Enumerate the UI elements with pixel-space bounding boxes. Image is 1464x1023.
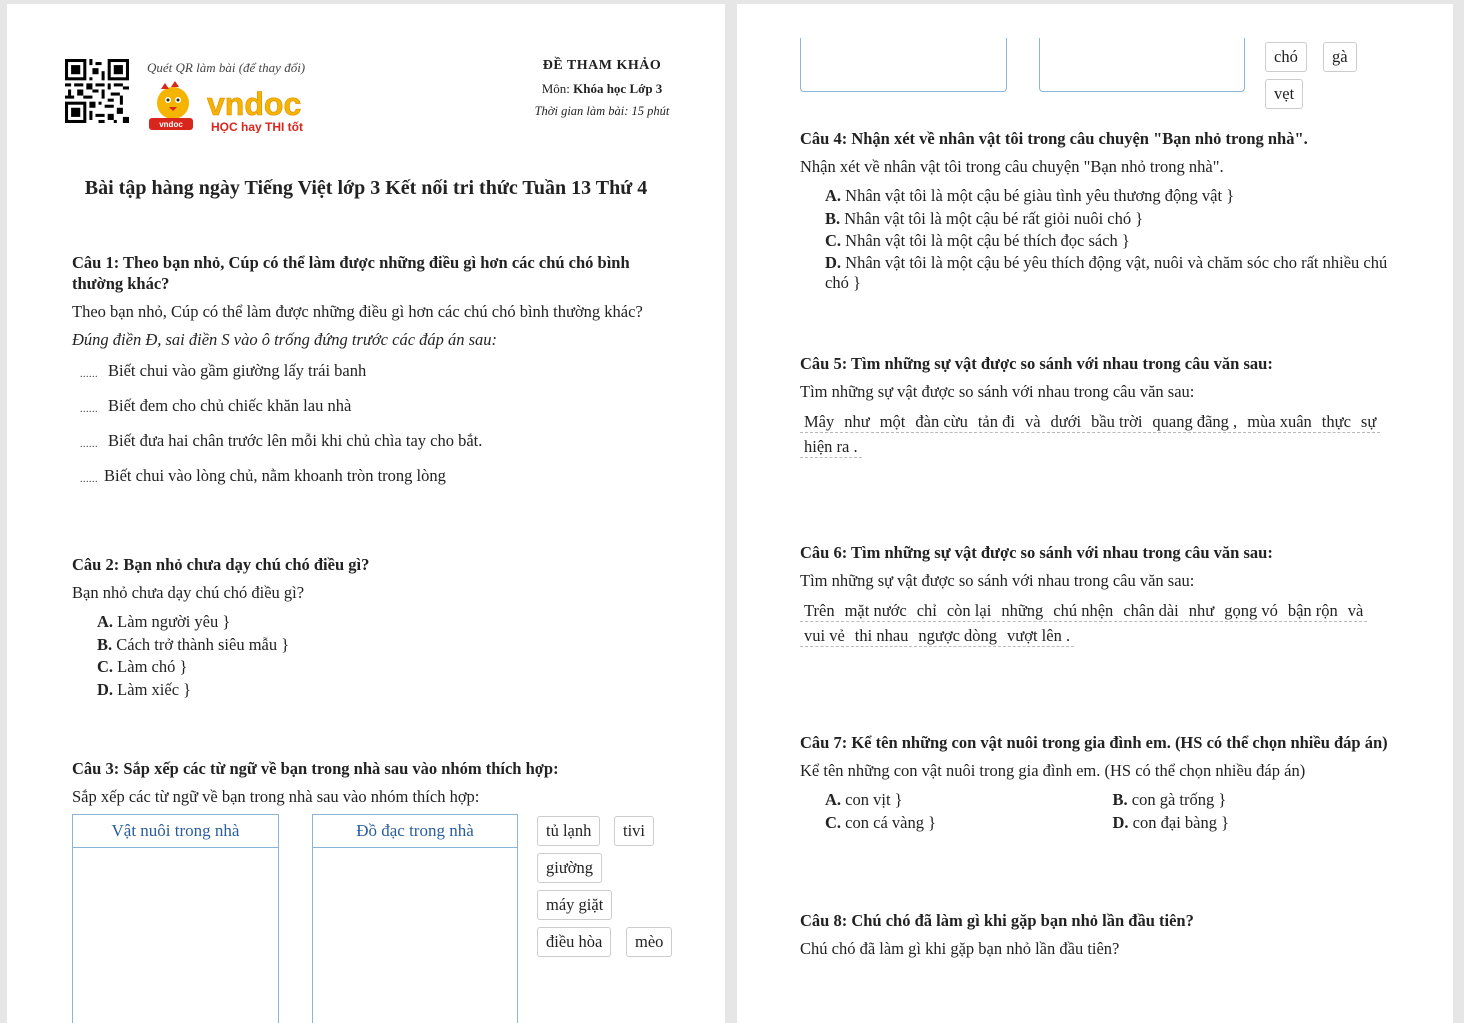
word-token[interactable]: thi nhau <box>851 625 913 647</box>
word-chip[interactable]: giường <box>537 853 602 883</box>
word-token[interactable]: chú nhện <box>1049 600 1117 622</box>
option-c[interactable]: C. Làm chó } <box>97 657 188 676</box>
answer-item <box>72 360 672 385</box>
header-info <box>487 58 717 119</box>
word-token[interactable]: Trên <box>800 600 839 622</box>
options-grid <box>800 789 1400 834</box>
word-token[interactable]: bầu trời <box>1087 411 1146 433</box>
question-title: Câu 4: Nhận xét về nhân vật tôi trong câu chuyện "Bạn nhỏ trong nhà". <box>800 129 1308 148</box>
word-token[interactable]: như <box>840 411 873 433</box>
sentence-words <box>800 411 1404 458</box>
answer-text: Biết đưa hai chân trước lên mỗi khi chủ chìa tay cho bắt. <box>108 431 483 450</box>
word-token[interactable]: như <box>1185 600 1218 622</box>
question-title: Câu 3: Sắp xếp các từ ngữ về bạn trong nhà sau vào nhóm thích hợp: <box>72 759 559 778</box>
time-limit: Thời gian làm bài: 15 phút <box>534 104 670 118</box>
group-title: Đồ đạc trong nhà <box>313 815 517 848</box>
options-list <box>72 611 672 701</box>
options-list <box>800 185 1400 293</box>
word-token[interactable]: những <box>997 600 1047 622</box>
option-c[interactable]: C. Nhân vật tôi là một cậu bé thích đọc sách } <box>825 231 1130 250</box>
question-1 <box>72 252 672 490</box>
page-1 <box>7 4 725 1023</box>
blank-field[interactable]: ...... <box>80 404 98 415</box>
word-token[interactable]: mùa xuân <box>1243 411 1316 433</box>
question-text: Kể tên những con vật nuôi trong gia đình em. (HS có thể chọn nhiều đáp án) <box>800 761 1306 780</box>
option-a[interactable]: A. Làm người yêu } <box>97 612 231 631</box>
logo-slogan: HỌC hay THI tốt <box>211 120 303 133</box>
word-chip[interactable]: máy giặt <box>537 890 612 920</box>
word-token[interactable]: Mây <box>800 411 838 433</box>
question-title: Câu 8: Chú chó đã làm gì khi gặp bạn nhỏ lần đầu tiên? <box>800 911 1194 930</box>
question-text: Nhận xét về nhân vật tôi trong câu chuyện "Bạn nhỏ trong nhà". <box>800 157 1224 176</box>
question-title: Câu 6: Tìm những sự vật được so sánh với nhau trong câu văn sau: <box>800 543 1273 562</box>
word-token[interactable]: một <box>876 411 910 433</box>
option-d[interactable]: D. con đại bàng } <box>1112 812 1230 832</box>
question-instruction: Đúng điền Đ, sai điền S vào ô trống đứng trước các đáp án sau: <box>72 330 498 349</box>
drop-zone-furniture[interactable] <box>312 814 518 1023</box>
word-chip[interactable]: tủ lạnh <box>537 816 600 846</box>
sentence-words <box>800 600 1404 647</box>
answer-item <box>72 465 672 490</box>
word-token[interactable]: hiện ra . <box>800 436 862 458</box>
answer-item <box>72 395 672 420</box>
subject-value: Khóa học Lớp 3 <box>573 81 663 96</box>
word-token[interactable]: thực <box>1318 411 1355 433</box>
question-4 <box>800 128 1410 293</box>
word-token[interactable]: gọng vó <box>1220 600 1282 622</box>
option-b[interactable]: B. Cách trở thành siêu mẫu } <box>97 634 290 654</box>
qr-note: Quét QR làm bài (để thay đổi) <box>147 60 306 75</box>
question-title: Câu 5: Tìm những sự vật được so sánh với nhau trong câu văn sau: <box>800 354 1273 373</box>
question-6 <box>800 542 1410 647</box>
subject-label: Môn: <box>541 81 570 96</box>
word-token[interactable]: quang đãng , <box>1148 411 1241 433</box>
question-8 <box>800 910 1400 959</box>
answer-text: Biết chui vào gầm giường lấy trái banh <box>108 361 367 380</box>
word-chip[interactable]: gà <box>1323 42 1357 72</box>
question-title: Câu 2: Bạn nhỏ chưa dạy chú chó điều gì? <box>72 555 370 574</box>
word-chip[interactable]: vẹt <box>1265 79 1303 109</box>
option-a[interactable]: A. Nhân vật tôi là một cậu bé giàu tình yêu thương động vật } <box>825 186 1235 205</box>
answer-text: Biết chui vào lòng chủ, nằm khoanh tròn trong lòng <box>104 466 446 485</box>
logo-text: vndoc <box>207 86 302 122</box>
word-chip[interactable]: chó <box>1265 42 1307 72</box>
document-title: Bài tập hàng ngày Tiếng Việt lớp 3 Kết nối tri thức Tuần 13 Thứ 4 <box>84 177 648 199</box>
blank-field[interactable]: ...... <box>80 474 98 485</box>
question-7 <box>800 732 1400 834</box>
option-d[interactable]: D. Nhân vật tôi là một cậu bé yêu thích động vật, nuôi và chăm sóc cho rất nhiều chú chó } <box>825 252 1388 292</box>
group-title: Vật nuôi trong nhà <box>73 815 278 848</box>
question-3 <box>72 758 672 807</box>
word-token[interactable]: và <box>1021 411 1045 433</box>
vndoc-logo[interactable] <box>147 81 319 133</box>
question-2 <box>72 554 672 701</box>
option-d[interactable]: D. Làm xiếc } <box>97 679 192 699</box>
subject <box>487 81 717 97</box>
qr-code-icon[interactable] <box>65 59 129 123</box>
answer-text: Biết đem cho chủ chiếc khăn lau nhà <box>108 396 352 415</box>
question-text: Tìm những sự vật được so sánh với nhau trong câu văn sau: <box>800 571 1195 590</box>
question-title: Câu 1: Theo bạn nhỏ, Cúp có thể làm được những điều gì hơn các chú chó bình thường khác? <box>72 253 630 293</box>
word-chip[interactable]: điều hòa <box>537 927 611 957</box>
word-token[interactable]: vượt lên . <box>1003 625 1074 647</box>
question-text: Sắp xếp các từ ngữ về bạn trong nhà sau vào nhóm thích hợp: <box>72 787 480 806</box>
word-token[interactable]: đàn cừu <box>911 411 971 433</box>
word-token[interactable]: tản đi <box>974 411 1019 433</box>
question-text: Bạn nhỏ chưa dạy chú chó điều gì? <box>72 583 305 602</box>
drop-zone-furniture-continued[interactable] <box>1039 38 1245 92</box>
word-token[interactable]: sự <box>1357 411 1380 433</box>
doc-type: ĐỀ THAM KHẢO <box>542 58 662 73</box>
word-token[interactable]: chân dài <box>1119 600 1182 622</box>
word-token[interactable]: ngược dòng <box>914 625 1001 647</box>
word-token[interactable]: dưới <box>1047 411 1086 433</box>
question-text: Tìm những sự vật được so sánh với nhau trong câu văn sau: <box>800 382 1195 401</box>
blank-field[interactable]: ...... <box>80 369 98 380</box>
word-token[interactable]: chỉ <box>913 600 941 622</box>
question-5 <box>800 353 1410 458</box>
answer-item <box>72 430 672 455</box>
page-2 <box>737 4 1453 1023</box>
question-title: Câu 7: Kể tên những con vật nuôi trong gia đình em. (HS có thể chọn nhiều đáp án) <box>800 733 1388 752</box>
option-a[interactable]: A. con vịt } <box>825 790 903 809</box>
logo-tag: vndoc <box>159 120 183 129</box>
word-token[interactable]: bận rộn <box>1284 600 1342 622</box>
question-text: Theo bạn nhỏ, Cúp có thể làm được những điều gì hơn các chú chó bình thường khác? <box>72 302 643 321</box>
word-token[interactable]: còn lại <box>943 600 995 622</box>
option-b[interactable]: B. con gà trống } <box>1112 790 1227 809</box>
word-chip[interactable]: mèo <box>626 927 672 957</box>
word-chip[interactable]: tivi <box>614 816 654 846</box>
question-text: Chú chó đã làm gì khi gặp bạn nhỏ lần đầu tiên? <box>800 939 1120 958</box>
option-b[interactable]: B. Nhân vật tôi là một cậu bé rất giỏi nuôi chó } <box>825 208 1144 228</box>
word-token[interactable]: vui vẻ <box>800 625 849 647</box>
word-token[interactable]: và <box>1344 600 1368 622</box>
drop-zone-pets[interactable] <box>72 814 279 1023</box>
word-token[interactable]: mặt nước <box>841 600 911 622</box>
drop-zone-pets-continued[interactable] <box>800 38 1007 92</box>
blank-field[interactable]: ...... <box>80 439 98 450</box>
option-c[interactable]: C. con cá vàng } <box>825 812 937 832</box>
